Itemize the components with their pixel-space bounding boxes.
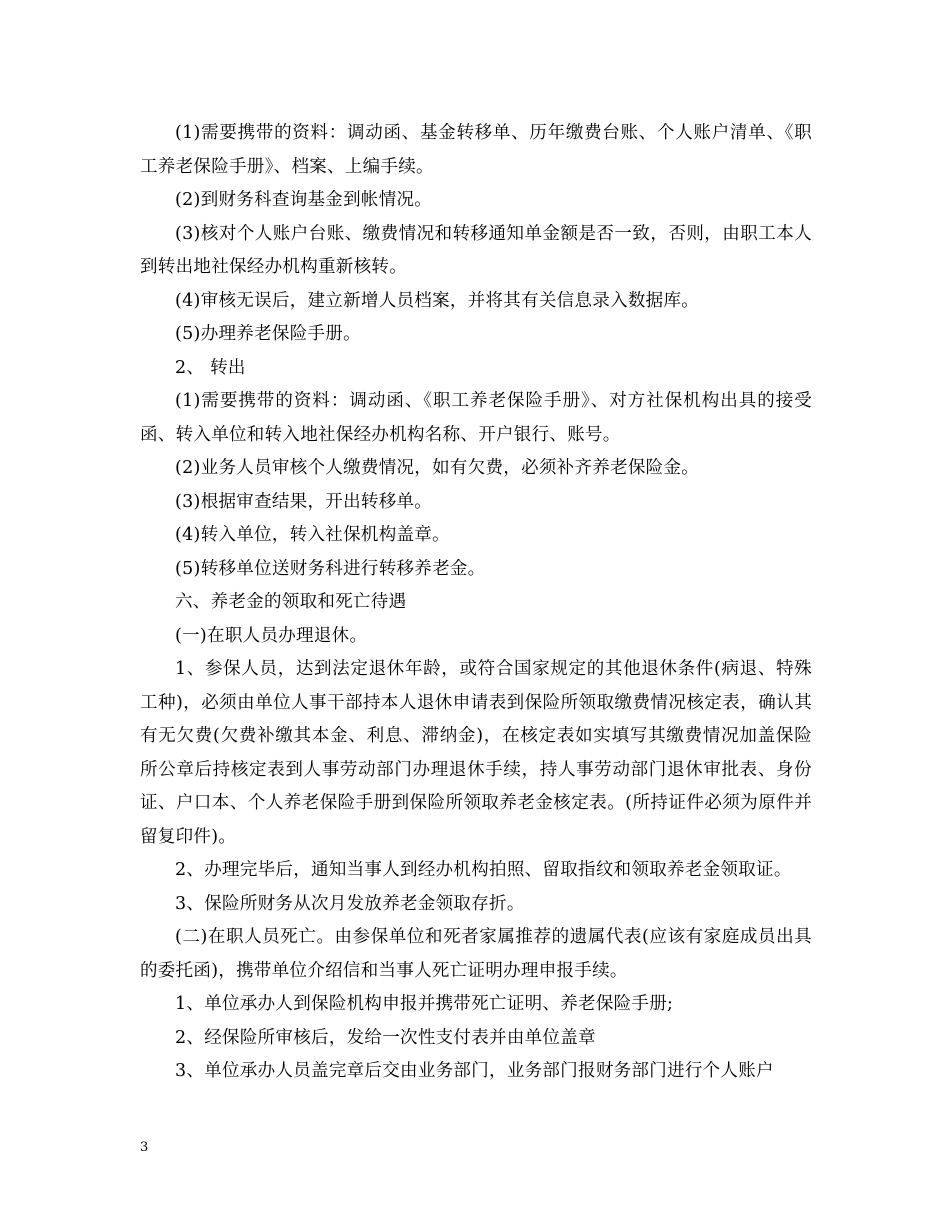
paragraph-9: (3)根据审查结果，开出转移单。 [175, 491, 433, 512]
paragraph-7: (1)需要携带的资料：调动函、《职工养老保险手册》、对方社保机构出具的接受函、转入单位和转入地社保经办机构名称、开户银行、账号。 [140, 391, 812, 445]
paragraph-1: (1)需要携带的资料：调动函、基金转移单、历年缴费台账、个人账户清单、《职工养老保险手册》、档案、上编手续。 [140, 123, 812, 177]
document-body [140, 117, 812, 1089]
section-heading-transfer-out: 2、 转出 [175, 357, 246, 378]
subsection-heading-retirement: (一)在职人员办理退休。 [175, 625, 368, 646]
paragraph-8: (2)业务人员审核个人缴费情况，如有欠费，必须补齐养老保险金。 [175, 458, 700, 478]
paragraph-11: (5)转移单位送财务科进行转移养老金。 [175, 558, 486, 579]
paragraph-16: 3、保险所财务从次月发放养老金领取存折。 [175, 893, 525, 914]
paragraph-5: (5)办理养老保险手册。 [175, 324, 361, 344]
paragraph-20: 3、单位承办人员盖完章后交由业务部门，业务部门报财务部门进行个人账户 [175, 1061, 774, 1081]
paragraph-4: (4)审核无误后，建立新增人员档案，并将其有关信息录入数据库。 [175, 290, 700, 311]
paragraph-19: 2、经保险所审核后，发给一次性支付表并由单位盖章 [175, 1027, 596, 1048]
paragraph-18: 1、单位承办人到保险机构申报并携带死亡证明、养老保险手册; [175, 994, 674, 1014]
subsection-heading-death: (二)在职人员死亡。由参保单位和死者家属推荐的遗属代表(应该有家庭成员出具的委托函)，携带单位介绍信和当事人死亡证明办理申报手续。 [140, 927, 812, 981]
paragraph-3: (3)核对个人账户台账、缴费情况和转移通知单金额是否一致，否则，由职工本人到转出地社保经办机构重新核转。 [140, 223, 812, 277]
paragraph-2: (2)到财务科查询基金到帐情况。 [175, 190, 433, 210]
page-number: 3 [140, 1140, 149, 1155]
section-heading-pension: 六、养老金的领取和死亡待遇 [175, 592, 407, 612]
paragraph-10: (4)转入单位，转入社保机构盖章。 [175, 525, 450, 545]
paragraph-14: 1、参保人员，达到法定退休年龄，或符合国家规定的其他退休条件(病退、特殊工种)，必须由单位人事干部持本人退休申请表到保险所领取缴费情况核定表，确认其有无欠费(欠费补缴其本金、利息、滞纳金)，在核定表如实填写其缴费情况加盖保险所公章后持核定表到人事劳动部门办理退休手续，持人事劳动部门退休审批表、身份证、户口本、个人养老保险手册到保险所领取养老金核定表。(所持证件必须为原件并留复印件)。 [140, 659, 812, 847]
paragraph-15: 2、办理完毕后，通知当事人到经办机构拍照、留取指纹和领取养老金领取证。 [175, 860, 792, 880]
